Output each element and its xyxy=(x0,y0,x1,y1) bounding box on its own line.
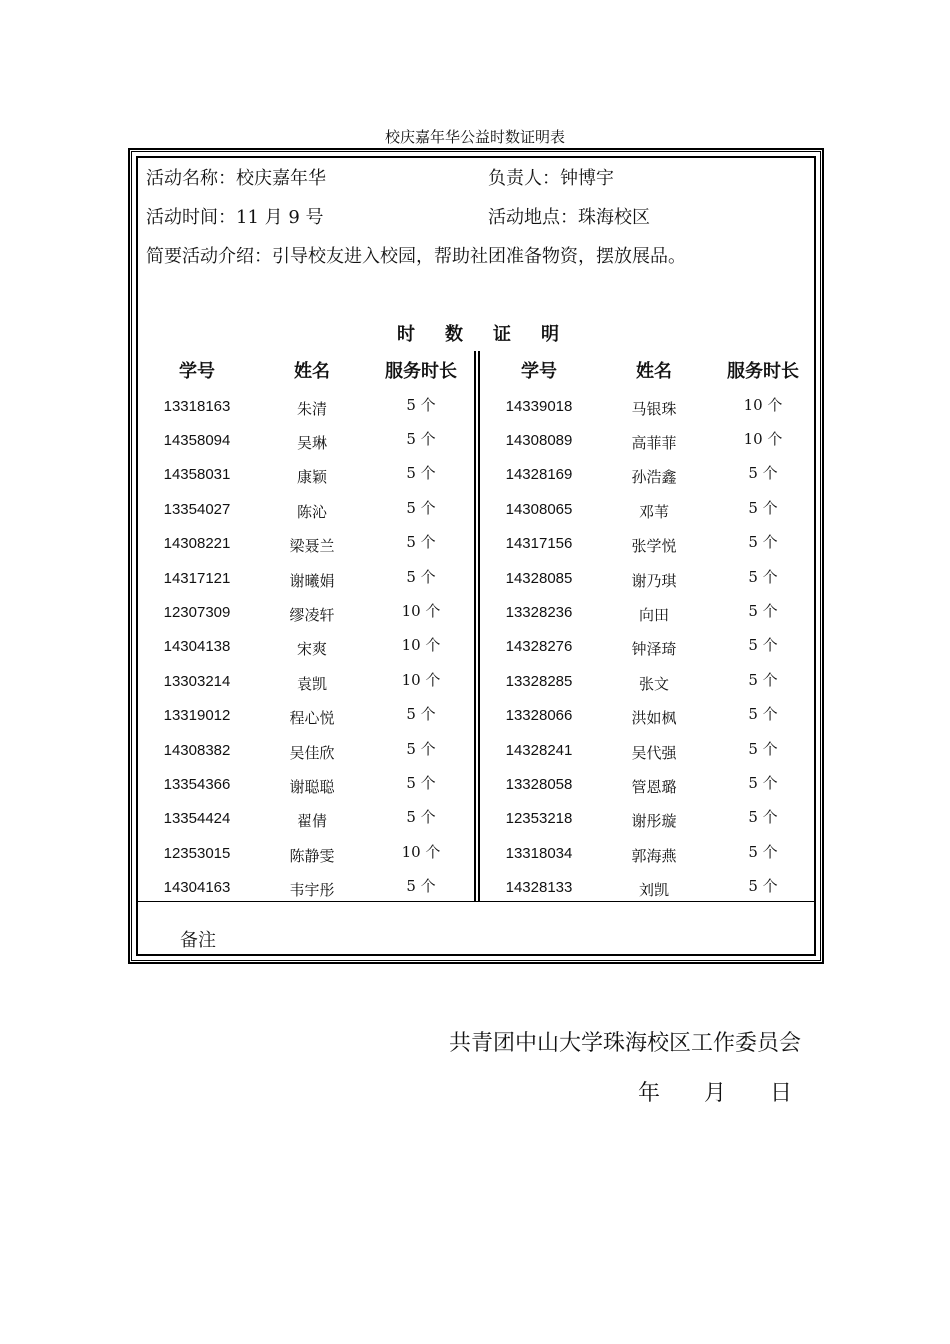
student-name-cell: 管恩璐 xyxy=(631,777,677,796)
student-id-cell: 13328285 xyxy=(505,672,573,690)
student-id-cell: 13328066 xyxy=(505,707,573,725)
service-hours-cell: 5 个 xyxy=(748,533,778,552)
student-id-cell: 13318163 xyxy=(163,397,231,415)
service-hours-cell: 5 个 xyxy=(748,877,778,896)
service-hours-cell: 5 个 xyxy=(406,567,436,586)
student-id-cell: 12353218 xyxy=(505,810,573,828)
student-id-cell: 14308065 xyxy=(505,500,573,518)
student-id-cell: 14358031 xyxy=(163,466,231,484)
table-row xyxy=(480,630,818,664)
table-row xyxy=(138,389,474,423)
student-id-cell: 13354424 xyxy=(163,810,231,828)
student-id-cell: 14328133 xyxy=(505,879,573,897)
service-hours-cell: 5 个 xyxy=(406,498,436,517)
student-name-cell: 韦宇彤 xyxy=(289,881,335,900)
student-name-cell: 缪凌轩 xyxy=(289,606,335,625)
service-hours-cell: 5 个 xyxy=(748,670,778,689)
table-row xyxy=(480,389,818,423)
student-id-cell: 14308089 xyxy=(505,432,573,450)
service-hours-cell: 5 个 xyxy=(406,739,436,758)
student-id-cell: 14328085 xyxy=(505,569,573,587)
student-name-cell: 朱清 xyxy=(296,399,327,418)
service-hours-cell: 5 个 xyxy=(406,877,436,896)
table-row xyxy=(138,492,474,526)
student-id-cell: 14328241 xyxy=(505,741,573,759)
service-hours-cell: 5 个 xyxy=(748,739,778,758)
table-row xyxy=(480,492,818,526)
student-id-cell: 13318034 xyxy=(505,844,573,862)
service-hours-cell: 5 个 xyxy=(748,808,778,827)
student-id-cell: 14358094 xyxy=(163,432,231,450)
service-hours-cell: 5 个 xyxy=(406,533,436,552)
service-hours-cell: 5 个 xyxy=(748,705,778,724)
date-month: 月 xyxy=(704,1081,727,1106)
student-name-cell: 向田 xyxy=(638,606,669,625)
student-name-cell: 谢曦娟 xyxy=(289,571,335,590)
student-id-cell: 14328169 xyxy=(505,466,573,484)
header-student-id: 学号 xyxy=(179,361,215,382)
student-name-cell: 翟倩 xyxy=(296,812,327,831)
student-id-cell: 14317156 xyxy=(505,535,573,553)
table-row xyxy=(480,527,818,561)
table-row xyxy=(480,733,818,767)
leader-name: 负责人：钟博宇 xyxy=(488,168,614,189)
student-name-cell: 程心悦 xyxy=(289,709,335,728)
student-id-cell: 14339018 xyxy=(505,397,573,415)
student-name-cell: 邓苇 xyxy=(638,502,669,521)
student-name-cell: 谢乃琪 xyxy=(631,571,677,590)
table-row xyxy=(138,458,474,492)
remark-separator xyxy=(138,901,814,902)
table-row xyxy=(138,870,474,904)
student-name-cell: 洪如枫 xyxy=(631,709,677,728)
table-row xyxy=(480,458,818,492)
header-name: 姓名 xyxy=(294,361,330,382)
service-hours-cell: 5 个 xyxy=(748,602,778,621)
activity-place: 活动地点：珠海校区 xyxy=(488,207,650,228)
student-name-cell: 康颖 xyxy=(296,468,327,487)
table-row xyxy=(138,664,474,698)
student-name-cell: 袁凯 xyxy=(296,674,327,693)
hours-table-left xyxy=(138,351,474,905)
student-name-cell: 梁聂兰 xyxy=(289,537,335,556)
service-hours-cell: 5 个 xyxy=(406,395,436,414)
table-row xyxy=(480,836,818,870)
table-header xyxy=(138,351,474,389)
table-row xyxy=(138,802,474,836)
student-name-cell: 陈静雯 xyxy=(289,846,335,865)
student-name-cell: 张学悦 xyxy=(631,537,677,556)
service-hours-cell: 10 个 xyxy=(401,842,441,861)
student-name-cell: 吴琳 xyxy=(296,434,327,453)
certificate-inner-border xyxy=(136,156,816,956)
table-row xyxy=(138,595,474,629)
student-id-cell: 14317121 xyxy=(163,569,231,587)
certification-heading: 时数证明 xyxy=(397,324,589,345)
student-id-cell: 13354366 xyxy=(163,775,231,793)
student-id-cell: 13319012 xyxy=(163,707,231,725)
service-hours-cell: 5 个 xyxy=(748,773,778,792)
table-row xyxy=(480,767,818,801)
student-id-cell: 14308221 xyxy=(163,535,231,553)
table-header xyxy=(480,351,818,389)
table-row xyxy=(138,767,474,801)
table-row xyxy=(480,802,818,836)
remark-label: 备注 xyxy=(180,930,216,951)
student-name-cell: 吴代强 xyxy=(631,743,677,762)
service-hours-cell: 5 个 xyxy=(748,464,778,483)
student-id-cell: 14304138 xyxy=(163,638,231,656)
service-hours-cell: 10 个 xyxy=(743,430,783,449)
table-row xyxy=(138,630,474,664)
service-hours-cell: 10 个 xyxy=(401,670,441,689)
activity-name: 活动名称：校庆嘉年华 xyxy=(146,168,326,189)
table-row xyxy=(138,423,474,457)
student-id-cell: 13303214 xyxy=(163,672,231,690)
table-row xyxy=(480,664,818,698)
service-hours-cell: 5 个 xyxy=(748,842,778,861)
student-name-cell: 马银珠 xyxy=(631,399,677,418)
table-row xyxy=(480,870,818,904)
student-name-cell: 郭海燕 xyxy=(631,846,677,865)
header-hours: 服务时长 xyxy=(727,361,799,382)
activity-time: 活动时间：11 月 9 号 xyxy=(146,207,324,228)
service-hours-cell: 10 个 xyxy=(401,602,441,621)
service-hours-cell: 5 个 xyxy=(748,498,778,517)
service-hours-cell: 5 个 xyxy=(406,808,436,827)
student-id-cell: 13328236 xyxy=(505,604,573,622)
service-hours-cell: 5 个 xyxy=(748,567,778,586)
student-id-cell: 13354027 xyxy=(163,500,231,518)
student-name-cell: 谢聪聪 xyxy=(289,777,335,796)
service-hours-cell: 10 个 xyxy=(401,636,441,655)
table-row xyxy=(138,527,474,561)
service-hours-cell: 5 个 xyxy=(406,464,436,483)
header-student-id: 学号 xyxy=(521,361,557,382)
student-name-cell: 吴佳欣 xyxy=(289,743,335,762)
header-hours: 服务时长 xyxy=(385,361,457,382)
table-row xyxy=(138,561,474,595)
student-name-cell: 钟泽琦 xyxy=(631,640,677,659)
service-hours-cell: 5 个 xyxy=(406,705,436,724)
hours-table-right xyxy=(480,351,818,905)
student-name-cell: 陈沁 xyxy=(296,502,327,521)
signature-date xyxy=(638,1076,792,1107)
table-row xyxy=(480,423,818,457)
table-row xyxy=(138,699,474,733)
table-row xyxy=(138,836,474,870)
student-name-cell: 张文 xyxy=(638,674,669,693)
issuing-organization: 共青团中山大学珠海校区工作委员会 xyxy=(449,1031,802,1056)
service-hours-cell: 5 个 xyxy=(406,773,436,792)
student-name-cell: 孙浩鑫 xyxy=(631,468,677,487)
service-hours-cell: 5 个 xyxy=(406,430,436,449)
table-body-left xyxy=(138,389,474,905)
table-row xyxy=(480,699,818,733)
student-id-cell: 13328058 xyxy=(505,775,573,793)
table-body-right xyxy=(480,389,818,905)
activity-intro: 简要活动介绍：引导校友进入校园，帮助社团准备物资，摆放展品。 xyxy=(146,246,686,267)
date-year: 年 xyxy=(638,1081,661,1106)
student-id-cell: 12307309 xyxy=(163,604,231,622)
table-row xyxy=(480,595,818,629)
student-id-cell: 12353015 xyxy=(163,844,231,862)
student-id-cell: 14308382 xyxy=(163,741,231,759)
table-row xyxy=(480,561,818,595)
document-title: 校庆嘉年华公益时数证明表 xyxy=(384,128,565,146)
service-hours-cell: 10 个 xyxy=(743,395,783,414)
student-id-cell: 14328276 xyxy=(505,638,573,656)
student-id-cell: 14304163 xyxy=(163,879,231,897)
table-row xyxy=(138,733,474,767)
student-name-cell: 谢彤璇 xyxy=(631,812,677,831)
student-name-cell: 宋爽 xyxy=(296,640,327,659)
service-hours-cell: 5 个 xyxy=(748,636,778,655)
header-name: 姓名 xyxy=(636,361,672,382)
date-day: 日 xyxy=(770,1081,793,1106)
student-name-cell: 高菲菲 xyxy=(631,434,677,453)
certificate-frame xyxy=(129,149,823,963)
student-name-cell: 刘凯 xyxy=(638,881,669,900)
